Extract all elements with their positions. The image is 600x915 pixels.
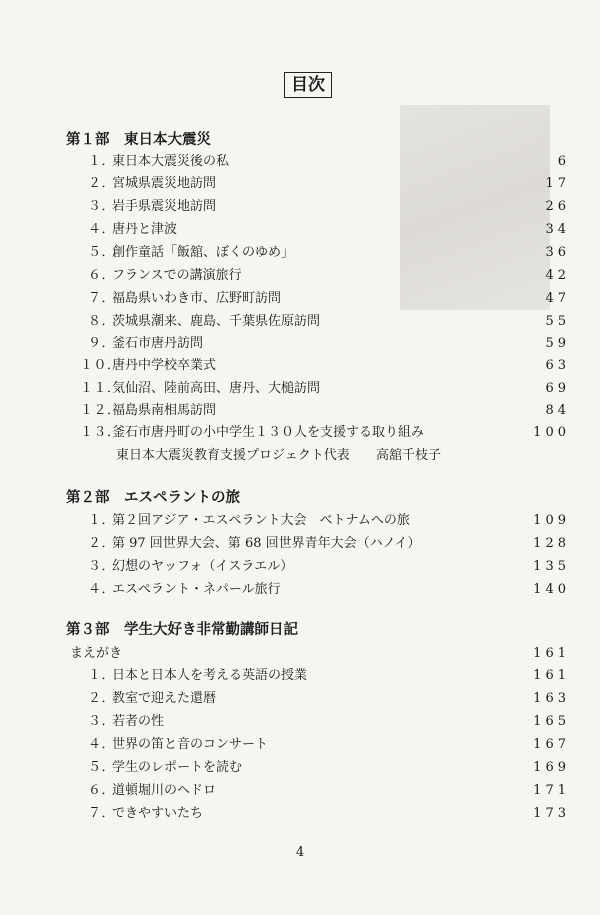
- toc-title: 目次: [284, 72, 332, 98]
- toc-entry[interactable]: １１． 気仙沼、陸前高田、唐丹、大槌訪問 69: [80, 381, 570, 396]
- part-1-heading: 第１部 東日本大震災: [66, 131, 211, 148]
- toc-entry-preface[interactable]: まえがき 161: [70, 646, 570, 661]
- toc-entry[interactable]: １２． 福島県南相馬訪問 84: [80, 403, 570, 418]
- project-signature: 東日本大震災教育支援プロジェクト代表 高舘千枝子: [116, 448, 442, 463]
- part-2-heading: 第２部 エスペラントの旅: [66, 489, 240, 506]
- toc-entry[interactable]: ４． 唐丹と津波 34: [88, 222, 570, 237]
- toc-entry[interactable]: ７． できやすいたち 173: [88, 806, 570, 821]
- toc-entry[interactable]: ３． 若者の性 165: [88, 714, 570, 729]
- toc-entry[interactable]: ５． 創作童話「飯舘、ぼくのゆめ」 36: [88, 245, 570, 260]
- toc-entry[interactable]: ２． 教室で迎えた還暦 163: [88, 691, 570, 706]
- toc-entry[interactable]: １． 東日本大震災後の私 6: [88, 154, 570, 169]
- toc-entry[interactable]: ５． 学生のレポートを読む 169: [88, 760, 570, 775]
- toc-entry[interactable]: ６． フランスでの講演旅行 42: [88, 268, 570, 283]
- part-3-heading: 第３部 学生大好き非常勤講師日記: [66, 621, 298, 638]
- toc-entry[interactable]: ６． 道頓堀川のヘドロ 171: [88, 783, 570, 798]
- toc-entry[interactable]: ２． 第 97 回世界大会、第 68 回世界青年大会（ハノイ） 128: [88, 536, 570, 551]
- toc-entry[interactable]: ３． 幻想のヤッフォ（イスラエル） 135: [88, 559, 570, 574]
- toc-entry[interactable]: １． 日本と日本人を考える英語の授業 161: [88, 668, 570, 683]
- toc-entry[interactable]: １． 第２回アジア・エスペラント大会 ベトナムへの旅 109: [88, 513, 570, 528]
- toc-entry[interactable]: １３． 釜石市唐丹町の小中学生１３０人を支援する取り組み 100: [80, 425, 570, 440]
- toc-entry[interactable]: １０． 唐丹中学校卒業式 63: [80, 358, 570, 373]
- toc-entry[interactable]: ４． 世界の笛と音のコンサート 167: [88, 737, 570, 752]
- toc-entry[interactable]: ４． エスペラント・ネパール旅行 140: [88, 582, 570, 597]
- toc-entry[interactable]: ８． 茨城県潮来、鹿島、千葉県佐原訪問 55: [88, 314, 570, 329]
- toc-entry[interactable]: ７． 福島県いわき市、広野町訪問 47: [88, 291, 570, 306]
- page-number: 4: [295, 845, 305, 860]
- toc-entry[interactable]: ９． 釜石市唐丹訪問 59: [88, 336, 570, 351]
- toc-entry[interactable]: ３． 岩手県震災地訪問 26: [88, 199, 570, 214]
- toc-entry[interactable]: ２． 宮城県震災地訪問 17: [88, 176, 570, 191]
